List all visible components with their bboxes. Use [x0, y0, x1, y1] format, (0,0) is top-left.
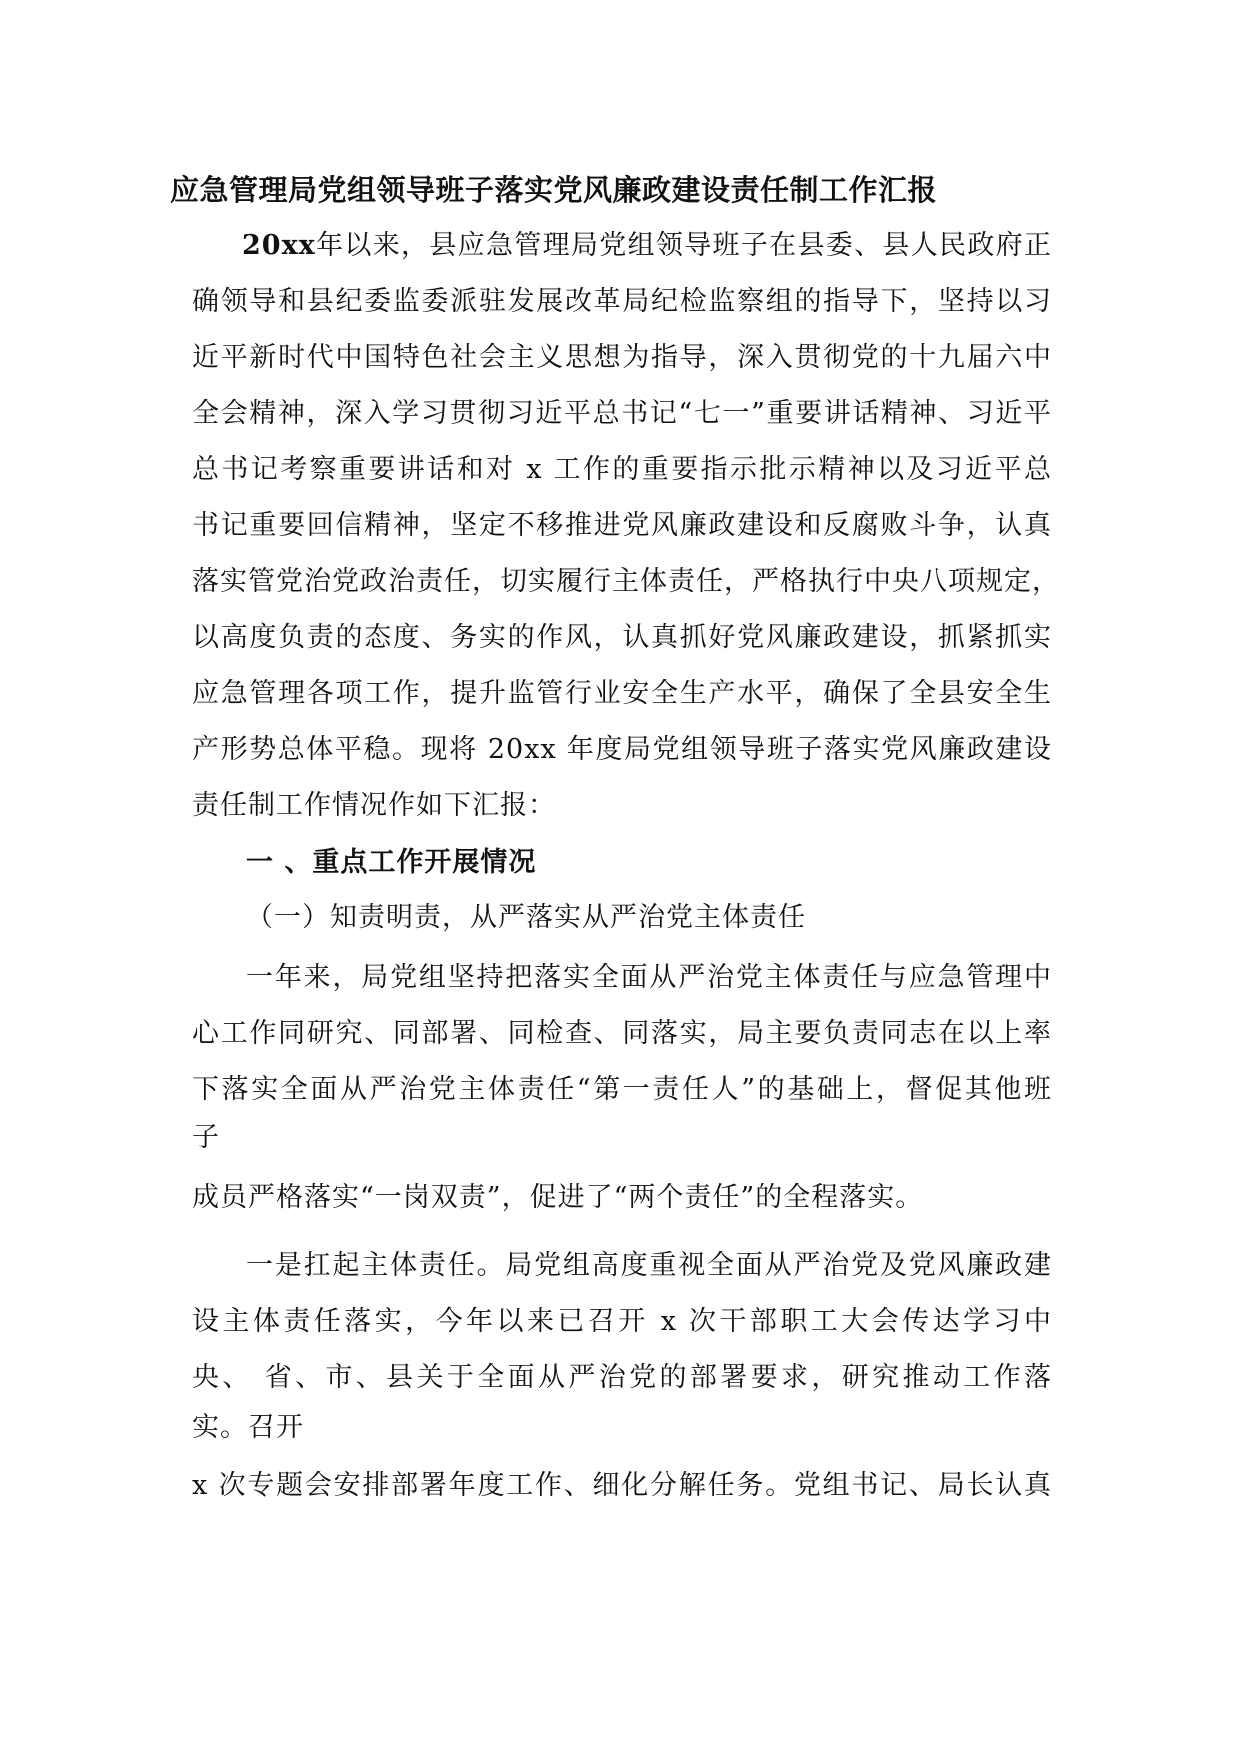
intro-line: 落实管党治党政治责任，切实履行主体责任，严格执行中央八项规定，	[192, 566, 1060, 597]
section-subheading: （一）知责明责，从严落实从严治党主体责任	[246, 902, 806, 933]
intro-line: 书记重要回信精神，坚定不移推进党风廉政建设和反腐败斗争，认真	[192, 510, 1052, 541]
intro-line: 20xx年以来，县应急管理局党组领导班子在县委、县人民政府正	[242, 230, 1052, 261]
intro-line: 应急管理各项工作，提升监管行业安全生产水平，确保了全县安全生	[192, 678, 1052, 709]
intro-line: 以高度负责的态度、务实的作风，认真抓好党风廉政建设，抓紧抓实	[192, 622, 1052, 653]
body-line: 设主体责任落实，今年以来已召开 x 次干部职工大会传达学习中	[192, 1306, 1052, 1337]
body-line: 成员严格落实“一岗双责”，促进了“两个责任”的全程落实。	[192, 1182, 924, 1213]
document-title: 应急管理局党组领导班子落实党风廉政建设责任制工作汇报	[170, 173, 938, 207]
intro-line: 产形势总体平稳。现将 20xx 年度局党组领导班子落实党风廉政建设	[192, 734, 1052, 765]
body-line: 下落实全面从严治党主体责任“第一责任人”的基础上，督促其他班	[192, 1074, 1052, 1105]
section-heading: 一 、重点工作开展情况	[246, 847, 537, 878]
body-line: 心工作同研究、同部署、同检查、同落实，局主要负责同志在以上率	[192, 1018, 1052, 1049]
intro-line: 近平新时代中国特色社会主义思想为指导，深入贯彻党的十九届六中	[192, 342, 1052, 373]
body-line: 子	[192, 1122, 220, 1153]
body-line: 一是扛起主体责任。局党组高度重视全面从严治党及党风廉政建	[246, 1250, 1052, 1281]
intro-line: 总书记考察重要讲话和对 x 工作的重要指示批示精神以及习近平总	[192, 454, 1052, 485]
body-line: 一年来，局党组坚持把落实全面从严治党主体责任与应急管理中	[246, 962, 1052, 993]
intro-line: 确领导和县纪委监委派驻发展改革局纪检监察组的指导下，坚持以习	[192, 286, 1052, 317]
body-line: 央、 省、市、县关于全面从严治党的部署要求，研究推动工作落	[192, 1362, 1052, 1393]
body-line: 实。召开	[192, 1412, 304, 1443]
intro-year: 20xx	[242, 230, 316, 261]
intro-line: 全会精神，深入学习贯彻习近平总书记“七一”重要讲话精神、习近平	[192, 398, 1052, 429]
intro-line: 责任制工作情况作如下汇报：	[192, 790, 556, 821]
body-line: x 次专题会安排部署年度工作、细化分解任务。党组书记、局长认真	[192, 1470, 1052, 1501]
